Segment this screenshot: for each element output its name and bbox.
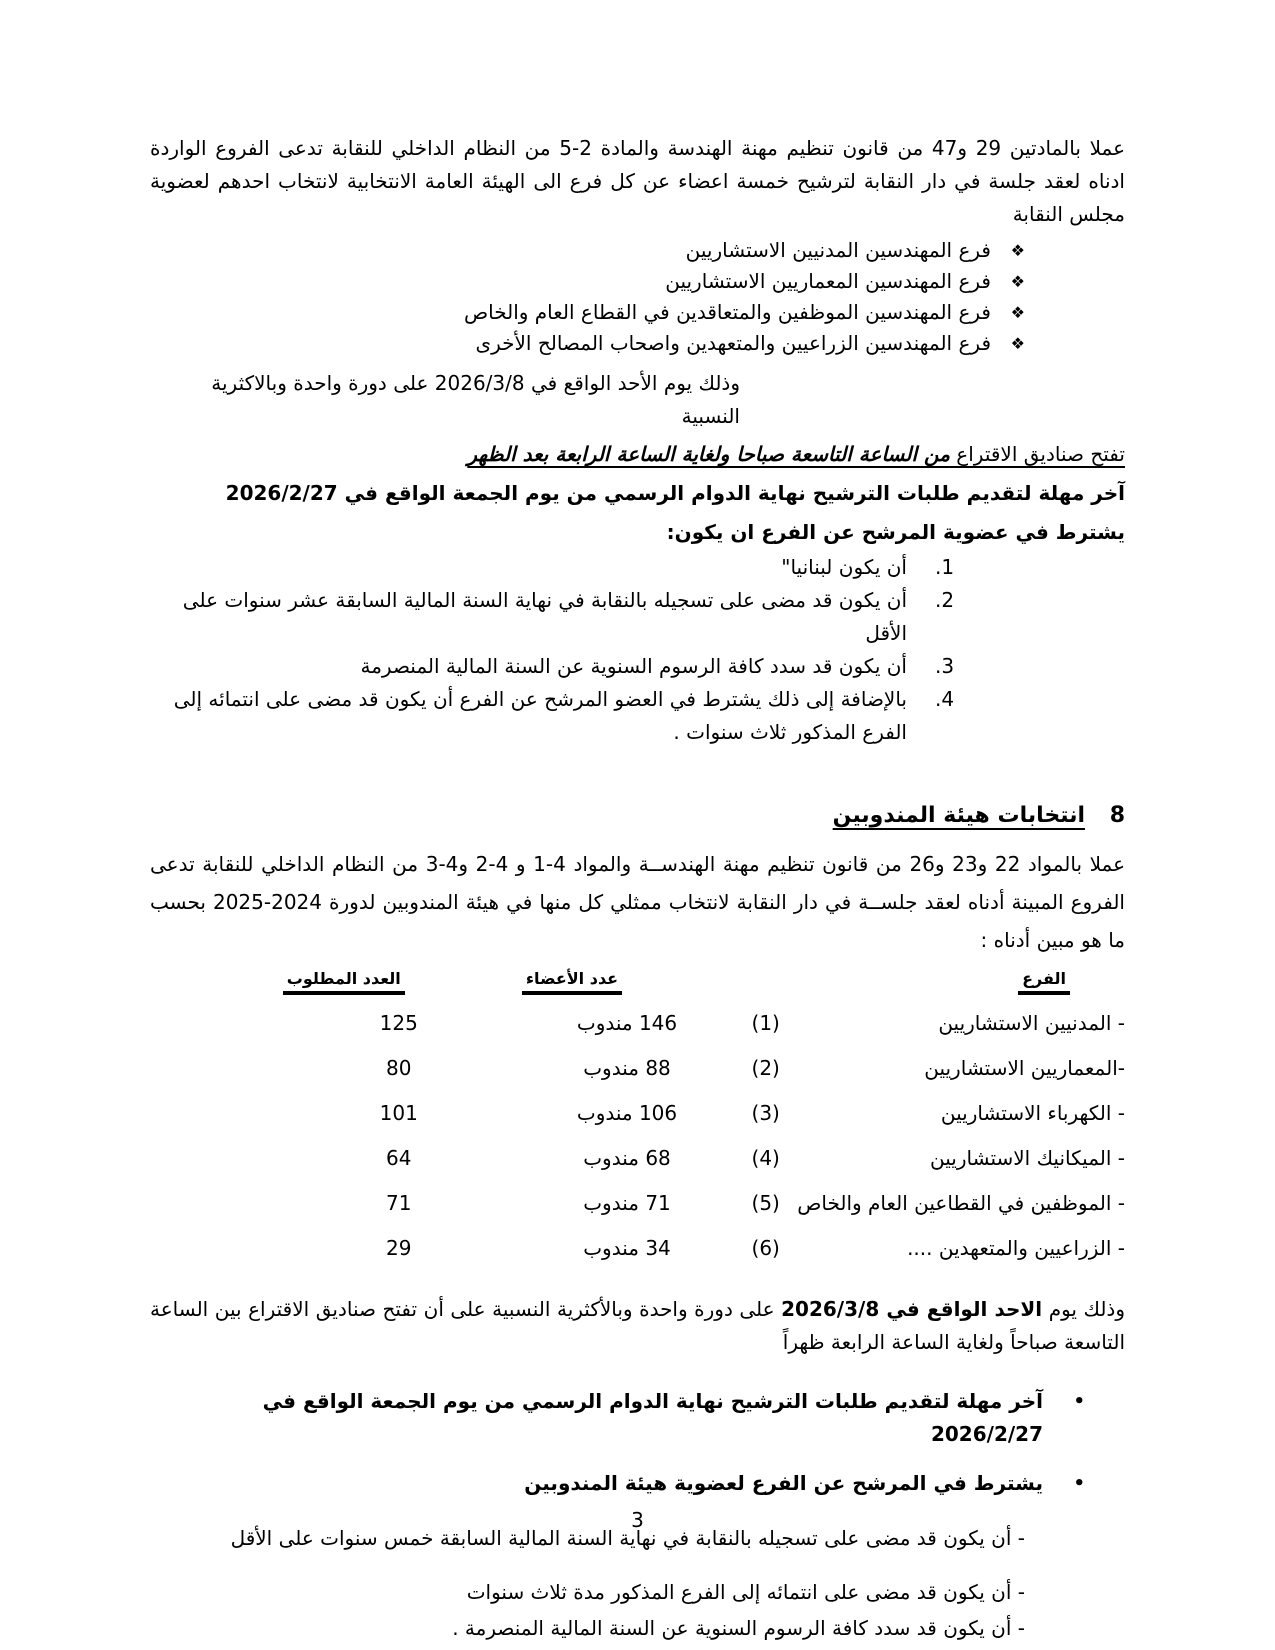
branch-label: فرع المهندسين المدنيين الاستشاريين (685, 238, 991, 262)
table-row (295, 1056, 1125, 1101)
branch-cell (752, 1236, 1126, 1260)
branch-name: -المعماريين الاستشاريين (924, 1056, 1125, 1080)
required-cell: 64 (386, 1146, 412, 1170)
item-number: 4. (935, 687, 955, 711)
branch-label: فرع المهندسين المعماريين الاستشاريين (665, 269, 991, 293)
section8-date-paragraph (150, 1293, 1125, 1359)
branch-cell (752, 1011, 1126, 1035)
condition-text: أن يكون لبنانيا" (781, 555, 907, 579)
members-cell: 71 مندوب (583, 1191, 671, 1215)
branch-name: - الميكانيك الاستشاريين (930, 1146, 1125, 1170)
list-item (150, 297, 1025, 328)
list-item (150, 551, 985, 584)
branch-name: - الكهرباء الاستشاريين (940, 1101, 1125, 1125)
header-members (448, 969, 697, 995)
diamond-bullet-icon: ❖ (1010, 272, 1025, 291)
section8-paragraph: عملا بالمواد 22 و23 و26 من قانون تنظيم مهنة الهندســة والمواد 4-1 و 4-2 و4-3 من النظام الداخلي للنقابة تدعى الفروع المبينة أدناه لعقد جلســة في دار النقابة لانتخاب ممثلي كل منها في هيئة المندوبين لدورة 2024-2025 بحسب ما هو مبين أدناه : (150, 852, 1126, 952)
required-cell: 125 (379, 1011, 418, 1035)
header-required-label: العدد المطلوب (283, 969, 405, 995)
list-item (150, 650, 985, 683)
branch-index: (6) (751, 1236, 780, 1260)
table-row (295, 1101, 1125, 1146)
diamond-bullet-icon: ❖ (1010, 241, 1025, 260)
condition-text: بالإضافة إلى ذلك يشترط في العضو المرشح عن الفرع أن يكون قد مضى على انتمائه إلى الفرع المذكور ثلاث سنوات . (173, 687, 907, 744)
members-cell: 106 مندوب (576, 1101, 678, 1125)
diamond-bullet-icon: ❖ (1010, 303, 1025, 322)
list-item (150, 584, 985, 650)
item-number: 2. (935, 588, 955, 612)
branches-list (150, 235, 1125, 359)
header-branch-label: الفرع (1018, 969, 1070, 995)
branch-index: (2) (751, 1056, 780, 1080)
delegates-table (286, 969, 1125, 1281)
table-row (295, 1146, 1125, 1191)
branch-label: فرع المهندسين الموظفين والمتعاقدين في القطاع العام والخاص (463, 300, 991, 324)
branch-index: (4) (751, 1146, 780, 1170)
list-item (150, 328, 1025, 359)
polling-hours-line (150, 438, 1125, 471)
date-prefix: وذلك يوم (1042, 1297, 1125, 1321)
list-item (150, 683, 985, 749)
branch-index: (3) (751, 1101, 780, 1125)
table-row (295, 1191, 1125, 1236)
branch-cell (752, 1101, 1126, 1125)
required-cell: 101 (379, 1101, 418, 1125)
section-title: انتخابات هيئة المندوبين (832, 803, 1085, 828)
polls-hours-emphasis: من الساعة التاسعة صباحا ولغاية الساعة الرابعة بعد الظهر (467, 442, 950, 466)
members-cell: 88 مندوب (583, 1056, 671, 1080)
section-heading (150, 799, 1125, 833)
page-content (150, 132, 1125, 1644)
condition-text: أن يكون قد مضى على تسجيله بالنقابة في نهاية السنة المالية السابقة عشر سنوات على الأقل (182, 588, 907, 645)
header-required (240, 969, 448, 995)
list-item (150, 266, 1025, 297)
list-item (150, 1385, 1085, 1451)
branch-label: فرع المهندسين الزراعيين والمتعهدين واصحاب المصالح الأخرى (475, 331, 991, 355)
required-cell: 29 (386, 1236, 412, 1260)
branch-cell (752, 1056, 1126, 1080)
dash-item: - أن يكون قد مضى على انتمائه إلى الفرع المذكور مدة ثلاث سنوات (466, 1580, 1025, 1604)
dash-item: - أن يكون قد مضى على تسجيله بالنقابة في نهاية السنة المالية السابقة خمس سنوات على الأقل (230, 1526, 1025, 1550)
round-bullet-icon: • (1073, 1473, 1085, 1494)
election-date-line: وذلك يوم الأحد الواقع في 2026/3/8 على دورة واحدة وبالاكثرية النسبية (211, 371, 740, 428)
condition-text: أن يكون قد سدد كافة الرسوم السنوية عن السنة المالية المنصرمة (360, 654, 907, 678)
branch-cell (752, 1191, 1126, 1215)
list-item (150, 235, 1025, 266)
dash-item: - أن يكون قد سدد كافة الرسوم السنوية عن السنة المالية المنصرمة . (452, 1616, 1025, 1640)
branch-index: (1) (751, 1011, 780, 1035)
polls-prefix: تفتح صناديق الاقتراع (949, 442, 1125, 466)
bullet-text: آخر مهلة لتقديم طلبات الترشيح نهاية الدوام الرسمي من يوم الجمعة الواقع في 2026/2/27 (262, 1389, 1043, 1446)
branch-name: - المدنيين الاستشاريين (938, 1011, 1125, 1035)
required-cell: 71 (386, 1191, 412, 1215)
members-cell: 146 مندوب (576, 1011, 678, 1035)
delegate-conditions (150, 1522, 1125, 1644)
table-row (295, 1011, 1125, 1056)
bullet-text: يشترط في المرشح عن الفرع لعضوية هيئة المندوبين (524, 1471, 1043, 1495)
branch-name: - الزراعيين والمتعهدين .... (907, 1236, 1125, 1260)
branch-name: - الموظفين في القطاعين العام والخاص (797, 1191, 1125, 1215)
list-item (150, 1467, 1085, 1500)
section8-bullets (150, 1385, 1125, 1500)
members-cell: 34 مندوب (583, 1236, 671, 1260)
table-header-row (286, 969, 1125, 1011)
required-cell: 80 (386, 1056, 412, 1080)
table-row (295, 1236, 1125, 1281)
round-bullet-icon: • (1073, 1391, 1085, 1412)
page-number: 3 (631, 1508, 644, 1532)
header-members-label: عدد الأعضاء (522, 969, 622, 995)
conditions-list (150, 551, 1125, 749)
branch-cell (752, 1146, 1126, 1170)
intro-paragraph: عملا بالمادتين 29 و47 من قانون تنظيم مهنة الهندسة والمادة 2-5 من النظام الداخلي للنقابة تدعى الفروع الواردة ادناه لعقد جلسة في دار النقابة لترشيح خمسة اعضاء عن كل فرع الى الهيئة العامة الانتخابية لانتخاب احدهم لعضوية مجلس النقابة (150, 136, 1125, 226)
header-branch (697, 969, 1126, 995)
date-bold: الاحد الواقع في 2026/3/8 (781, 1297, 1043, 1321)
item-number: 1. (935, 555, 955, 579)
candidacy-deadline-line: آخر مهلة لتقديم طلبات الترشيح نهاية الدوام الرسمي من يوم الجمعة الواقع في 2026/2/27 (225, 481, 1125, 505)
conditions-title: يشترط في عضوية المرشح عن الفرع ان يكون: (666, 520, 1125, 544)
underlined-segment (467, 442, 1125, 466)
diamond-bullet-icon: ❖ (1010, 334, 1025, 353)
members-cell: 68 مندوب (583, 1146, 671, 1170)
date-suffix: على دورة واحدة وبالأكثرية النسبية على أن تفتح صناديق الاقتراع بين الساعة التاسعة صباحاً ولغاية الساعة الرابعة ظهراً (150, 1297, 1125, 1354)
branch-index: (5) (751, 1191, 780, 1215)
section-number: 8 (1109, 803, 1125, 828)
item-number: 3. (935, 654, 955, 678)
